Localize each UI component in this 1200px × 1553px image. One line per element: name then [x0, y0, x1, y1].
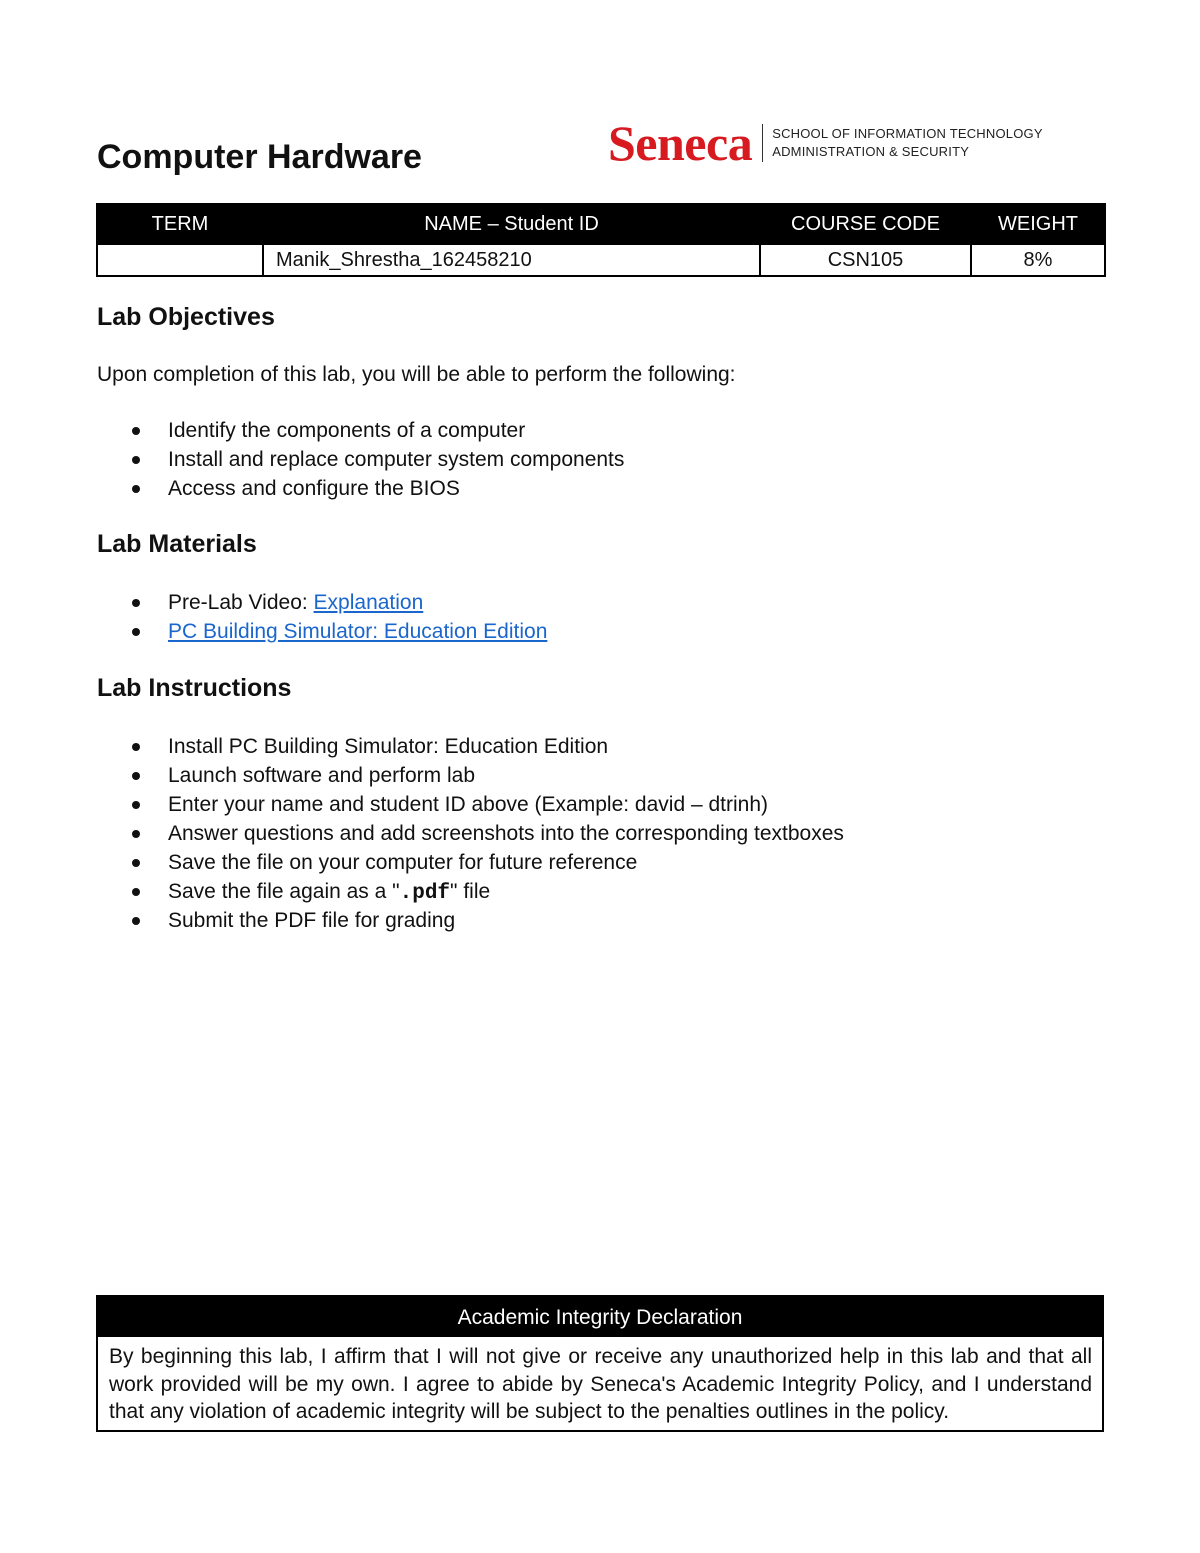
list-item	[130, 474, 624, 503]
objectives-heading: Lab Objectives	[97, 303, 275, 331]
list-item	[130, 906, 844, 935]
header-course-code: COURSE CODE	[760, 204, 971, 244]
bullet-icon	[132, 427, 140, 435]
objectives-intro: Upon completion of this lab, you will be able to perform the following:	[97, 363, 736, 386]
bullet-icon	[132, 917, 140, 925]
pdf-extension: .pdf	[399, 882, 451, 905]
logo-divider	[762, 124, 763, 162]
course-info-header-row	[97, 204, 1105, 244]
list-item-text: Answer questions and add screenshots into the corresponding textboxes	[168, 822, 844, 845]
logo-school-line2: ADMINISTRATION & SECURITY	[772, 144, 970, 159]
list-item	[130, 790, 844, 819]
materials-heading: Lab Materials	[97, 530, 257, 558]
bullet-icon	[132, 772, 140, 780]
list-item	[130, 588, 547, 617]
logo-school-line1: SCHOOL OF INFORMATION TECHNOLOGY	[772, 126, 1043, 141]
list-item	[130, 819, 844, 848]
term-value[interactable]	[97, 244, 263, 276]
list-item-text: Enter your name and student ID above (Example: david – dtrinh)	[168, 793, 768, 816]
bullet-icon	[132, 485, 140, 493]
integrity-declaration-text: By beginning this lab, I affirm that I will not give or receive any unauthorized help in this lab and that all work provided will be my own. I agree to abide by Seneca's Academic Integrity Policy, and I understand that any violation of academic integrity will be subject to the penalties outlines in the policy.	[109, 1345, 1092, 1423]
materials-list	[130, 588, 547, 646]
seneca-logo	[608, 115, 1043, 171]
bullet-icon	[132, 456, 140, 464]
header-weight: WEIGHT	[971, 204, 1105, 244]
list-item	[130, 732, 844, 761]
integrity-declaration-box	[96, 1295, 1104, 1432]
logo-school-name	[772, 125, 1043, 161]
header-term: TERM	[97, 204, 263, 244]
prelab-label: Pre-Lab Video:	[168, 591, 314, 614]
list-item-text: Save the file on your computer for future reference	[168, 851, 638, 874]
bullet-icon	[132, 888, 140, 896]
page-title: Computer Hardware	[97, 138, 422, 176]
list-item	[130, 848, 844, 877]
instructions-heading: Lab Instructions	[97, 674, 292, 702]
instructions-list	[130, 732, 844, 935]
list-item-text: Launch software and perform lab	[168, 764, 476, 787]
list-item	[130, 416, 624, 445]
bullet-icon	[132, 830, 140, 838]
course-code-value: CSN105	[760, 244, 971, 276]
logo-wordmark: Seneca	[608, 115, 753, 171]
save-pdf-prefix: Save the file again as a "	[168, 880, 400, 903]
course-info-value-row	[97, 244, 1105, 276]
bullet-icon	[132, 859, 140, 867]
weight-value: 8%	[971, 244, 1105, 276]
header-name: NAME – Student ID	[263, 204, 760, 244]
list-item	[130, 877, 844, 906]
objectives-list	[130, 416, 624, 503]
list-item-text: Identify the components of a computer	[168, 419, 526, 442]
simulator-link[interactable]: PC Building Simulator: Education Edition	[168, 620, 548, 643]
list-item	[130, 761, 844, 790]
course-info-table	[96, 203, 1106, 277]
list-item-text: Submit the PDF file for grading	[168, 909, 456, 932]
student-name-value[interactable]: Manik_Shrestha_162458210	[263, 244, 760, 276]
bullet-icon	[132, 599, 140, 607]
list-item-text: Install PC Building Simulator: Education Edition	[168, 735, 609, 758]
save-pdf-suffix: " file	[450, 880, 491, 903]
list-item-text: Access and configure the BIOS	[168, 477, 460, 500]
bullet-icon	[132, 801, 140, 809]
bullet-icon	[132, 628, 140, 636]
list-item	[130, 617, 547, 646]
list-item-text: Install and replace computer system components	[168, 448, 625, 471]
bullet-icon	[132, 743, 140, 751]
explanation-link[interactable]: Explanation	[313, 591, 424, 614]
integrity-declaration-heading: Academic Integrity Declaration	[98, 1297, 1102, 1337]
list-item	[130, 445, 624, 474]
